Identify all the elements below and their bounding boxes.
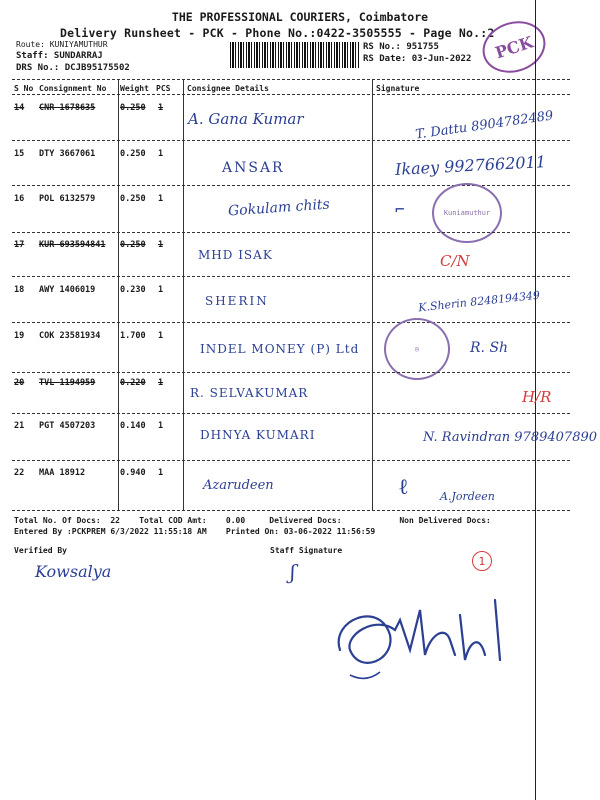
company-title: THE PROFESSIONAL COURIERS, Coimbatore xyxy=(171,10,429,24)
row-consignment: AWY 1406019 xyxy=(39,285,96,295)
col-divider xyxy=(183,80,184,510)
row-rule xyxy=(12,276,570,277)
col-header-consignee: Consignee Details xyxy=(187,84,269,93)
row-pcs: 1 xyxy=(158,149,164,159)
row-rule xyxy=(12,140,570,141)
large-signature-icon xyxy=(320,580,530,690)
row-sno: 16 xyxy=(14,194,25,204)
row-consignment: DTY 3667061 xyxy=(39,149,96,159)
row-pcs: 1 xyxy=(158,240,164,250)
row-signature: N. Ravindran 9789407890 xyxy=(423,430,598,445)
row-weight: 0.250 xyxy=(120,240,146,250)
row-weight: 0.230 xyxy=(120,285,146,295)
row-consignee: Azarudeen xyxy=(203,478,274,493)
pck-stamp: PCK xyxy=(476,13,552,80)
row-signature: T. Dattu 8904782489 xyxy=(414,108,555,143)
signature-scribble-icon: ℓ xyxy=(398,475,409,500)
row-consignee: ANSAR xyxy=(222,160,285,176)
staff-initials-icon: ʃ xyxy=(290,560,296,584)
col-header-signature: Signature xyxy=(376,84,420,93)
signature-scribble-icon: ⌐ xyxy=(395,200,405,219)
rs-number: RS No.: 951755 xyxy=(363,42,439,52)
row-consignment: PGT 4507203 xyxy=(39,421,96,431)
row-consignment: POL 6132579 xyxy=(39,194,96,204)
row-signature: Kuniamuthur xyxy=(432,183,502,243)
row-rule xyxy=(12,322,570,323)
row-pcs: 1 xyxy=(158,378,164,388)
row-consignment: COK 23581934 xyxy=(39,331,101,341)
col-header-sno: S No xyxy=(14,84,34,93)
row-consignee: R. SELVAKUMAR xyxy=(190,386,309,400)
runsheet-title: Delivery Runsheet - PCK - Phone No.:0422-3505555 - Page No.:2 xyxy=(60,26,495,40)
rs-date: RS Date: 03-Jun-2022 xyxy=(363,54,472,64)
row-signature: C/N xyxy=(440,252,470,270)
row-signature: Ikaey 9927662011 xyxy=(394,152,547,179)
row-signature: R. Sh xyxy=(470,340,509,356)
drs-number: DRS No.: DCJB95175502 xyxy=(16,63,130,73)
staff-signature-label: Staff Signature xyxy=(270,546,343,555)
row-weight: 0.250 xyxy=(120,194,146,204)
row-signature: H/R xyxy=(522,388,552,406)
row-signature: A.Jordeen xyxy=(440,490,495,503)
row-weight: 0.140 xyxy=(120,421,146,431)
company-seal-icon: ◎ xyxy=(384,318,450,380)
row-rule xyxy=(12,460,570,461)
staff-text: Staff: SUNDARRAJ xyxy=(16,51,103,61)
col-header-weight: Weight xyxy=(120,84,149,93)
entered-by-line: Entered By :PCKPREM 6/3/2022 11:55:18 AM Printed On: 03-06-2022 11:56:59 xyxy=(14,527,376,536)
col-header-pcs: PCS xyxy=(156,84,171,93)
row-pcs: 1 xyxy=(158,285,164,295)
row-pcs: 1 xyxy=(158,421,164,431)
table-top-rule xyxy=(12,79,570,80)
totals-line: Total No. Of Docs: 22 Total COD Amt: 0.00 Delivered Docs: Non Delivered Docs: xyxy=(14,516,491,525)
col-header-consignment: Consignment No xyxy=(39,84,107,93)
row-rule xyxy=(12,232,570,233)
row-consignment: KUR 693594841 xyxy=(39,240,106,250)
verified-by-signature: Kowsalya xyxy=(35,562,112,581)
row-sno: 14 xyxy=(14,103,25,113)
col-divider xyxy=(118,80,119,510)
row-consignee: INDEL MONEY (P) Ltd xyxy=(200,342,360,356)
row-consignment: CNR 1678635 xyxy=(39,103,96,113)
row-consignee: A. Gana Kumar xyxy=(188,110,304,128)
row-rule xyxy=(12,413,570,414)
circled-mark: 1 xyxy=(472,551,492,571)
barcode xyxy=(230,42,360,68)
row-consignee: MHD ISAK xyxy=(198,248,273,262)
row-consignment: TVL 1194959 xyxy=(39,378,96,388)
row-consignee: DHNYA KUMARI xyxy=(200,428,316,442)
row-weight: 0.220 xyxy=(120,378,146,388)
route-text: Route: KUNIYAMUTHUR xyxy=(16,40,108,49)
row-consignee: SHERIN xyxy=(205,294,269,308)
row-pcs: 1 xyxy=(158,194,164,204)
row-sno: 21 xyxy=(14,421,25,431)
row-rule xyxy=(12,372,570,373)
row-rule xyxy=(12,185,570,186)
table-bottom-rule xyxy=(12,510,570,511)
row-weight: 0.250 xyxy=(120,149,146,159)
row-sno: 15 xyxy=(14,149,25,159)
row-pcs: 1 xyxy=(158,468,164,478)
row-sno: 22 xyxy=(14,468,25,478)
row-sno: 20 xyxy=(14,378,25,388)
col-divider xyxy=(372,80,373,510)
row-weight: 0.940 xyxy=(120,468,146,478)
row-weight: 0.250 xyxy=(120,103,146,113)
row-consignee: Gokulam chits xyxy=(227,196,331,220)
row-sno: 17 xyxy=(14,240,25,250)
row-weight: 1.700 xyxy=(120,331,146,341)
verified-by-label: Verified By xyxy=(14,546,67,555)
row-consignment: MAA 18912 xyxy=(39,468,86,478)
table-header-rule xyxy=(12,94,570,95)
row-pcs: 1 xyxy=(158,103,164,113)
row-sno: 18 xyxy=(14,285,25,295)
row-sno: 19 xyxy=(14,331,25,341)
row-pcs: 1 xyxy=(158,331,164,341)
row-signature: K.Sherin 8248194349 xyxy=(417,288,541,315)
